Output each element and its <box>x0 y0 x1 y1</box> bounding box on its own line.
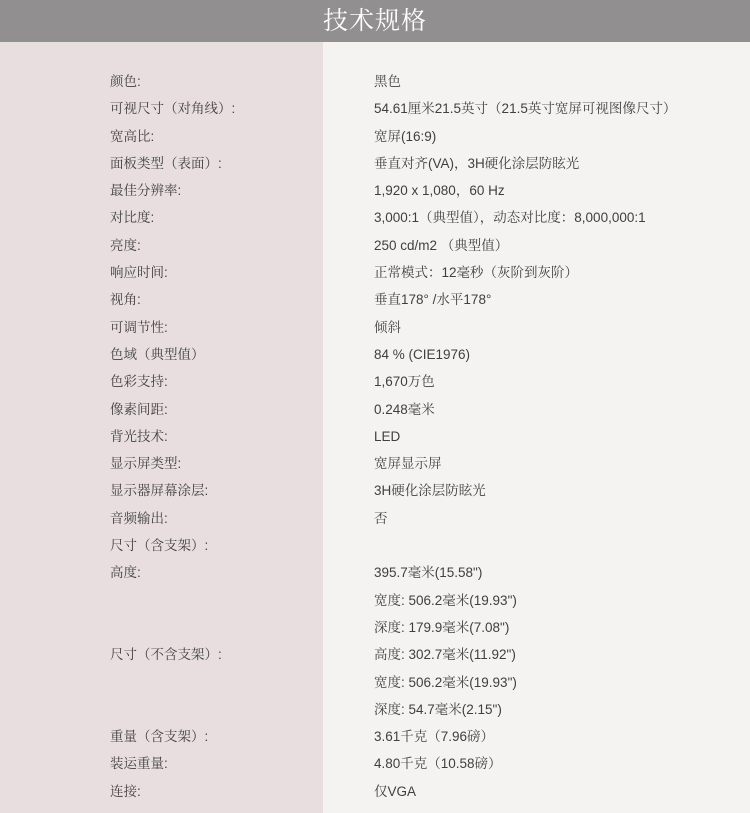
spec-value: 仅VGA <box>374 783 417 799</box>
spec-label: 色域（典型值） <box>110 346 205 362</box>
spec-label: 面板类型（表面）: <box>110 155 222 171</box>
spec-label: 显示器屏幕涂层: <box>110 483 209 499</box>
spec-value: 黑色 <box>374 74 401 89</box>
spec-label: 装运重量: <box>110 756 168 772</box>
spec-row-width-without-stand <box>0 669 750 696</box>
spec-row-shipping-weight <box>0 750 750 777</box>
spec-row-connectivity <box>0 778 750 805</box>
spec-label: 亮度: <box>110 237 141 253</box>
spec-value: 深度: 54.7毫米(2.15") <box>374 701 502 717</box>
spec-row-dimensions-with-stand <box>0 532 750 559</box>
spec-row-panel-type <box>0 150 750 177</box>
spec-label: 连接: <box>110 783 141 799</box>
spec-label: 像素间距: <box>110 401 168 417</box>
spec-row-aspect-ratio <box>0 123 750 150</box>
spec-value: 否 <box>374 510 388 526</box>
spec-value: 3,000:1（典型值），动态对比度：8,000,000:1 <box>374 210 646 226</box>
spec-label: 可调节性: <box>110 319 168 335</box>
spec-value: 高度: 302.7毫米(11.92") <box>374 647 516 663</box>
spec-value: 3.61千克（7.96磅） <box>374 729 495 745</box>
spec-row-display-type <box>0 450 750 477</box>
spec-label: 尺寸（不含支架）: <box>110 647 222 663</box>
spec-value: 宽屏显示屏 <box>374 456 442 472</box>
spec-value: 1,670万色 <box>374 374 435 390</box>
spec-label: 响应时间: <box>110 265 168 281</box>
spec-label: 背光技术: <box>110 428 168 444</box>
spec-row-color <box>0 68 750 95</box>
spec-value: 垂直对齐(VA)，3H硬化涂层防眩光 <box>374 155 580 171</box>
spec-value: 倾斜 <box>374 319 401 335</box>
spec-row-height <box>0 559 750 586</box>
spec-value: 宽度: 506.2毫米(19.93") <box>374 592 517 608</box>
spec-value: 深度: 179.9毫米(7.08") <box>374 619 510 635</box>
spec-value: 正常模式：12毫秒（灰阶到灰阶） <box>374 265 579 281</box>
spec-value: 84 % (CIE1976) <box>374 346 471 362</box>
spec-row-contrast <box>0 204 750 231</box>
spec-row-brightness <box>0 232 750 259</box>
spec-value: 250 cd/m2 （典型值） <box>374 237 509 253</box>
page-title: 技术规格 <box>0 0 750 42</box>
spec-value: 1,920 x 1,080，60 Hz <box>374 183 505 199</box>
spec-row-depth-without-stand <box>0 696 750 723</box>
spec-row-color-support <box>0 368 750 395</box>
spec-row-backlight <box>0 423 750 450</box>
spec-label: 可视尺寸（对角线）: <box>110 101 236 117</box>
spec-label: 宽高比: <box>110 128 155 144</box>
spec-value: 54.61厘米21.5英寸（21.5英寸宽屏可视图像尺寸） <box>374 101 677 117</box>
spec-label: 颜色: <box>110 74 141 89</box>
spec-row-color-gamut <box>0 341 750 368</box>
spec-label: 色彩支持: <box>110 374 168 390</box>
spec-label: 最佳分辨率: <box>110 183 182 199</box>
spec-value: 4.80千克（10.58磅） <box>374 756 502 772</box>
spec-row-response-time <box>0 259 750 286</box>
spec-table <box>0 68 750 805</box>
spec-label: 重量（含支架）: <box>110 729 209 745</box>
spec-label: 对比度: <box>110 210 155 226</box>
spec-label: 视角: <box>110 292 141 308</box>
spec-row-screen-coating <box>0 477 750 504</box>
spec-value: 395.7毫米(15.58") <box>374 565 483 581</box>
spec-row-width-with-stand <box>0 587 750 614</box>
spec-row-audio-output <box>0 505 750 532</box>
spec-row-viewable-size <box>0 95 750 122</box>
spec-value: 垂直178° /水平178° <box>374 292 492 308</box>
spec-row-depth-with-stand <box>0 614 750 641</box>
spec-row-resolution <box>0 177 750 204</box>
spec-value: 宽屏(16:9) <box>374 128 437 144</box>
spec-label: 显示屏类型: <box>110 456 182 472</box>
spec-row-adjustability <box>0 314 750 341</box>
spec-value: 0.248毫米 <box>374 401 435 417</box>
spec-row-weight-with-stand <box>0 723 750 750</box>
spec-value: 宽度: 506.2毫米(19.93") <box>374 674 517 690</box>
spec-row-pixel-pitch <box>0 396 750 423</box>
spec-value: LED <box>374 428 401 444</box>
spec-row-dimensions-without-stand <box>0 641 750 668</box>
spec-label: 音频输出: <box>110 510 168 526</box>
spec-value: 3H硬化涂层防眩光 <box>374 483 486 499</box>
spec-row-viewing-angle <box>0 286 750 313</box>
spec-label: 高度: <box>110 565 141 581</box>
spec-label: 尺寸（含支架）: <box>110 538 209 554</box>
